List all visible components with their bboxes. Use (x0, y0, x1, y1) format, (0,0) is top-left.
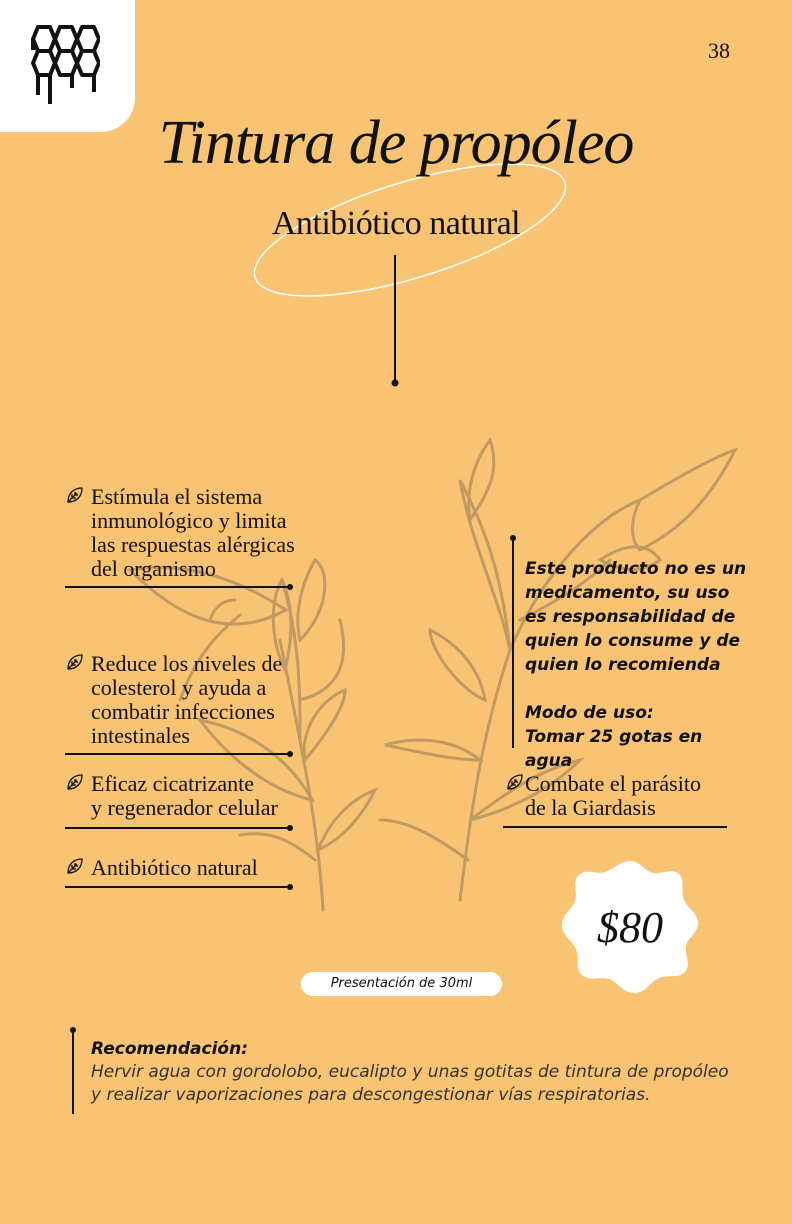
divider-line (65, 827, 290, 829)
disclaimer-line: quien lo recomienda (525, 655, 721, 675)
benefit-line: Antibiótico natural (91, 855, 258, 880)
benefit-item (91, 485, 295, 581)
disclaimer-line: Este producto no es un (525, 559, 747, 579)
recommendation-line: y realizar vaporizaciones para descongestionar vías respiratorias. (91, 1085, 651, 1105)
product-subtitle: Antibiótico natural (271, 205, 521, 242)
leaf-icon (505, 772, 525, 792)
disclaimer-line: quien lo consume y de (525, 631, 741, 651)
divider-line (65, 886, 290, 888)
benefit-line: Eficaz cicatrizante (91, 771, 255, 796)
benefit-item (91, 856, 258, 880)
presentation-pill: Presentación de 30ml (301, 972, 502, 996)
benefit-line: Estímula el sistema (91, 484, 263, 509)
leaf-icon (65, 652, 85, 672)
divider-line (65, 753, 290, 755)
disclaimer-line: es responsabilidad de (525, 607, 736, 627)
disclaimer-line: medicamento, su uso (525, 583, 730, 603)
benefit-line: las respuestas alérgicas (91, 532, 295, 557)
benefit-line: intestinales (91, 723, 190, 748)
product-title: Tintura de propóleo (158, 109, 634, 177)
leaf-icon (65, 485, 85, 505)
benefit-line: colesterol y ayuda a (91, 675, 267, 700)
honeycomb-icon (28, 20, 100, 110)
benefit-line: del organismo (91, 556, 216, 581)
benefit-line: inmunológico y limita (91, 508, 287, 533)
disclaimer-block (525, 557, 755, 773)
usage-title: Modo de uso: (525, 703, 654, 723)
benefit-line: y regenerador celular (91, 795, 278, 820)
benefit-item (525, 772, 701, 820)
benefit-line: combatir infecciones (91, 699, 275, 724)
recommendation-title: Recomendación: (91, 1039, 249, 1059)
benefit-item (91, 652, 282, 748)
benefit-line: de la Giardasis (525, 795, 656, 820)
usage-text: Tomar 25 gotas en agua (525, 727, 703, 771)
recommendation-block (91, 1038, 729, 1107)
page-number: 38 (708, 38, 730, 63)
price-label: $80 (597, 902, 663, 952)
leaf-icon (65, 772, 85, 792)
benefit-line: Combate el parásito (525, 771, 701, 796)
price-badge (560, 857, 700, 1002)
benefit-line: Reduce los niveles de (91, 651, 283, 676)
recommendation-line: Hervir agua con gordolobo, eucalipto y unas gotitas de tintura de propóleo (91, 1062, 729, 1082)
divider-line (65, 586, 290, 588)
divider-line (503, 826, 727, 828)
benefit-item (91, 772, 278, 820)
leaf-icon (65, 856, 85, 876)
